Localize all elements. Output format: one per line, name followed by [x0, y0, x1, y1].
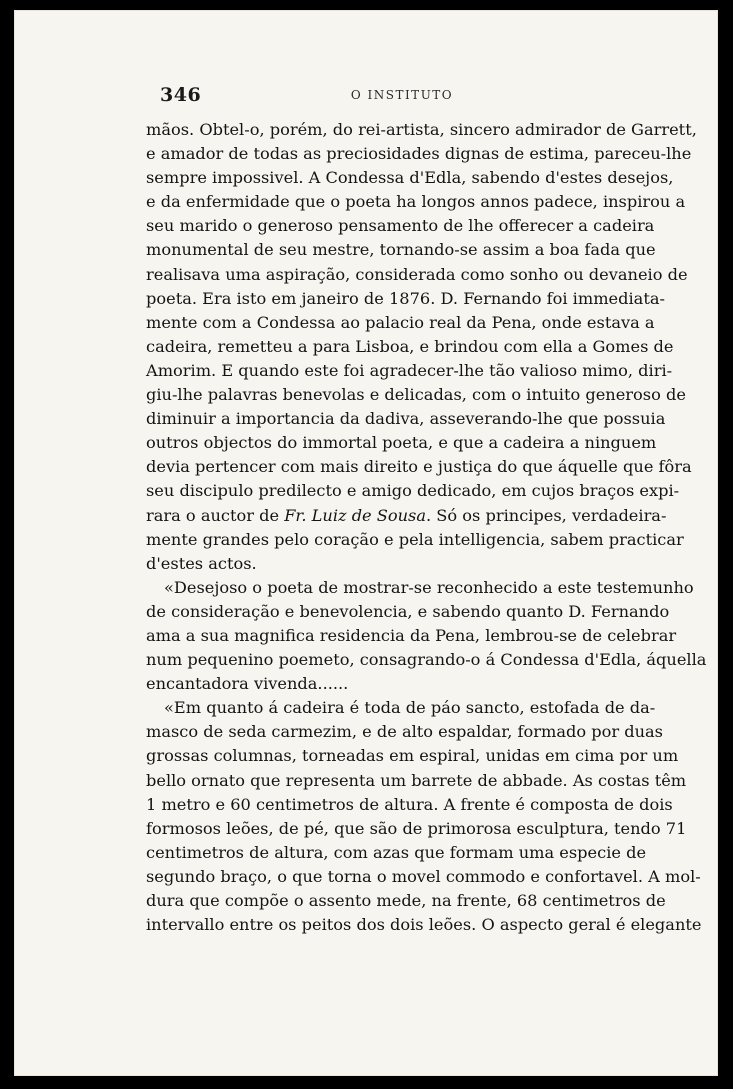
- text-line: sempre impossivel. A Condessa d'Edla, sabendo d'estes desejos,: [146, 168, 674, 188]
- text-line: cadeira, remetteu a para Lisboa, e brindou com ella a Gomes de: [146, 336, 674, 356]
- text-line: e da enfermidade que o poeta ha longos annos padece, inspirou a: [146, 192, 686, 212]
- text-line: intervallo entre os peitos dos dois leões. O aspecto geral é elegante: [146, 915, 702, 935]
- text-segment: rara o auctor de: [146, 505, 285, 525]
- text-line: devia pertencer com mais direito e justiça do que áquelle que fôra: [146, 457, 692, 477]
- text-line: e amador de todas as preciosidades dignas de estima, pareceu-lhe: [146, 144, 692, 164]
- running-title: O INSTITUTO: [350, 88, 454, 102]
- text-line: giu-lhe palavras benevolas e delicadas, com o intuito generoso de: [146, 385, 686, 405]
- text-line: dura que compõe o assento mede, na frente, 68 centimetros de: [146, 891, 666, 910]
- text-line: d'estes actos.: [146, 553, 257, 573]
- text-line: 1 metro e 60 centimetros de altura. A frente é composta de dois: [146, 794, 673, 814]
- text-line: outros objectos do immortal poeta, e que a cadeira a ninguem: [146, 433, 657, 453]
- text-line: «Desejoso o poeta de mostrar-se reconhecido a este testemunho: [164, 577, 694, 597]
- text-line: grossas columnas, torneadas em espiral, unidas em cima por um: [146, 746, 679, 766]
- paragraph-2: [146, 576, 707, 696]
- text-line: segundo braço, o que torna o movel commodo e confortavel. A mol-: [146, 866, 701, 886]
- text-line: poeta. Era isto em janeiro de 1876. D. Fernando foi immediata-: [146, 288, 665, 308]
- body-text: [146, 118, 707, 937]
- text-line: centimetros de altura, com azas que formam uma especie de: [146, 842, 647, 862]
- text-line: monumental de seu mestre, tornando-se assim a boa fada que: [146, 240, 656, 260]
- text-line: seu discipulo predilecto e amigo dedicado, em cujos braços expi-: [146, 481, 680, 501]
- text-line: encantadora vivenda......: [146, 674, 349, 694]
- text-line: realisava uma aspiração, considerada como sonho ou devaneio de: [146, 264, 688, 284]
- text-line: seu marido o generoso pensamento de lhe offerecer a cadeira: [146, 216, 655, 236]
- text-line: ama a sua magnifica residencia da Pena, lembrou-se de celebrar: [146, 625, 677, 645]
- text-segment: . Só os principes, verdadeira-: [426, 505, 667, 525]
- text-line: de consideração e benevolencia, e sabendo quanto D. Fernando: [146, 601, 670, 621]
- page-number: 346: [160, 84, 202, 106]
- text-line: Amorim. E quando este foi agradecer-lhe tão valioso mimo, diri-: [146, 360, 673, 380]
- text-line: masco de seda carmezim, e de alto espaldar, formado por duas: [146, 722, 663, 742]
- text-line: mente grandes pelo coração e pela intelligencia, sabem practicar: [146, 529, 684, 549]
- text-line: diminuir a importancia da dadiva, asseverando-lhe que possuia: [146, 409, 666, 429]
- text-line: «Em quanto á cadeira é toda de páo sancto, estofada de da-: [164, 698, 656, 718]
- text-line: mente com a Condessa ao palacio real da Pena, onde estava a: [146, 312, 655, 332]
- text-line-with-title: [146, 504, 667, 528]
- book-title: Fr. Luiz de Sousa: [284, 505, 427, 525]
- paragraph-3: [146, 696, 702, 937]
- text-line: mãos. Obtel-o, porém, do rei-artista, sincero admirador de Garrett,: [146, 120, 697, 139]
- paragraph-1: [146, 118, 697, 576]
- text-line: bello ornato que representa um barrete de abbade. As costas têm: [146, 770, 687, 790]
- page-header: [160, 84, 644, 114]
- text-line: num pequenino poemeto, consagrando-o á Condessa d'Edla, áquella: [146, 650, 707, 670]
- text-line: formosos leões, de pé, que são de primorosa esculptura, tendo 71: [146, 818, 687, 838]
